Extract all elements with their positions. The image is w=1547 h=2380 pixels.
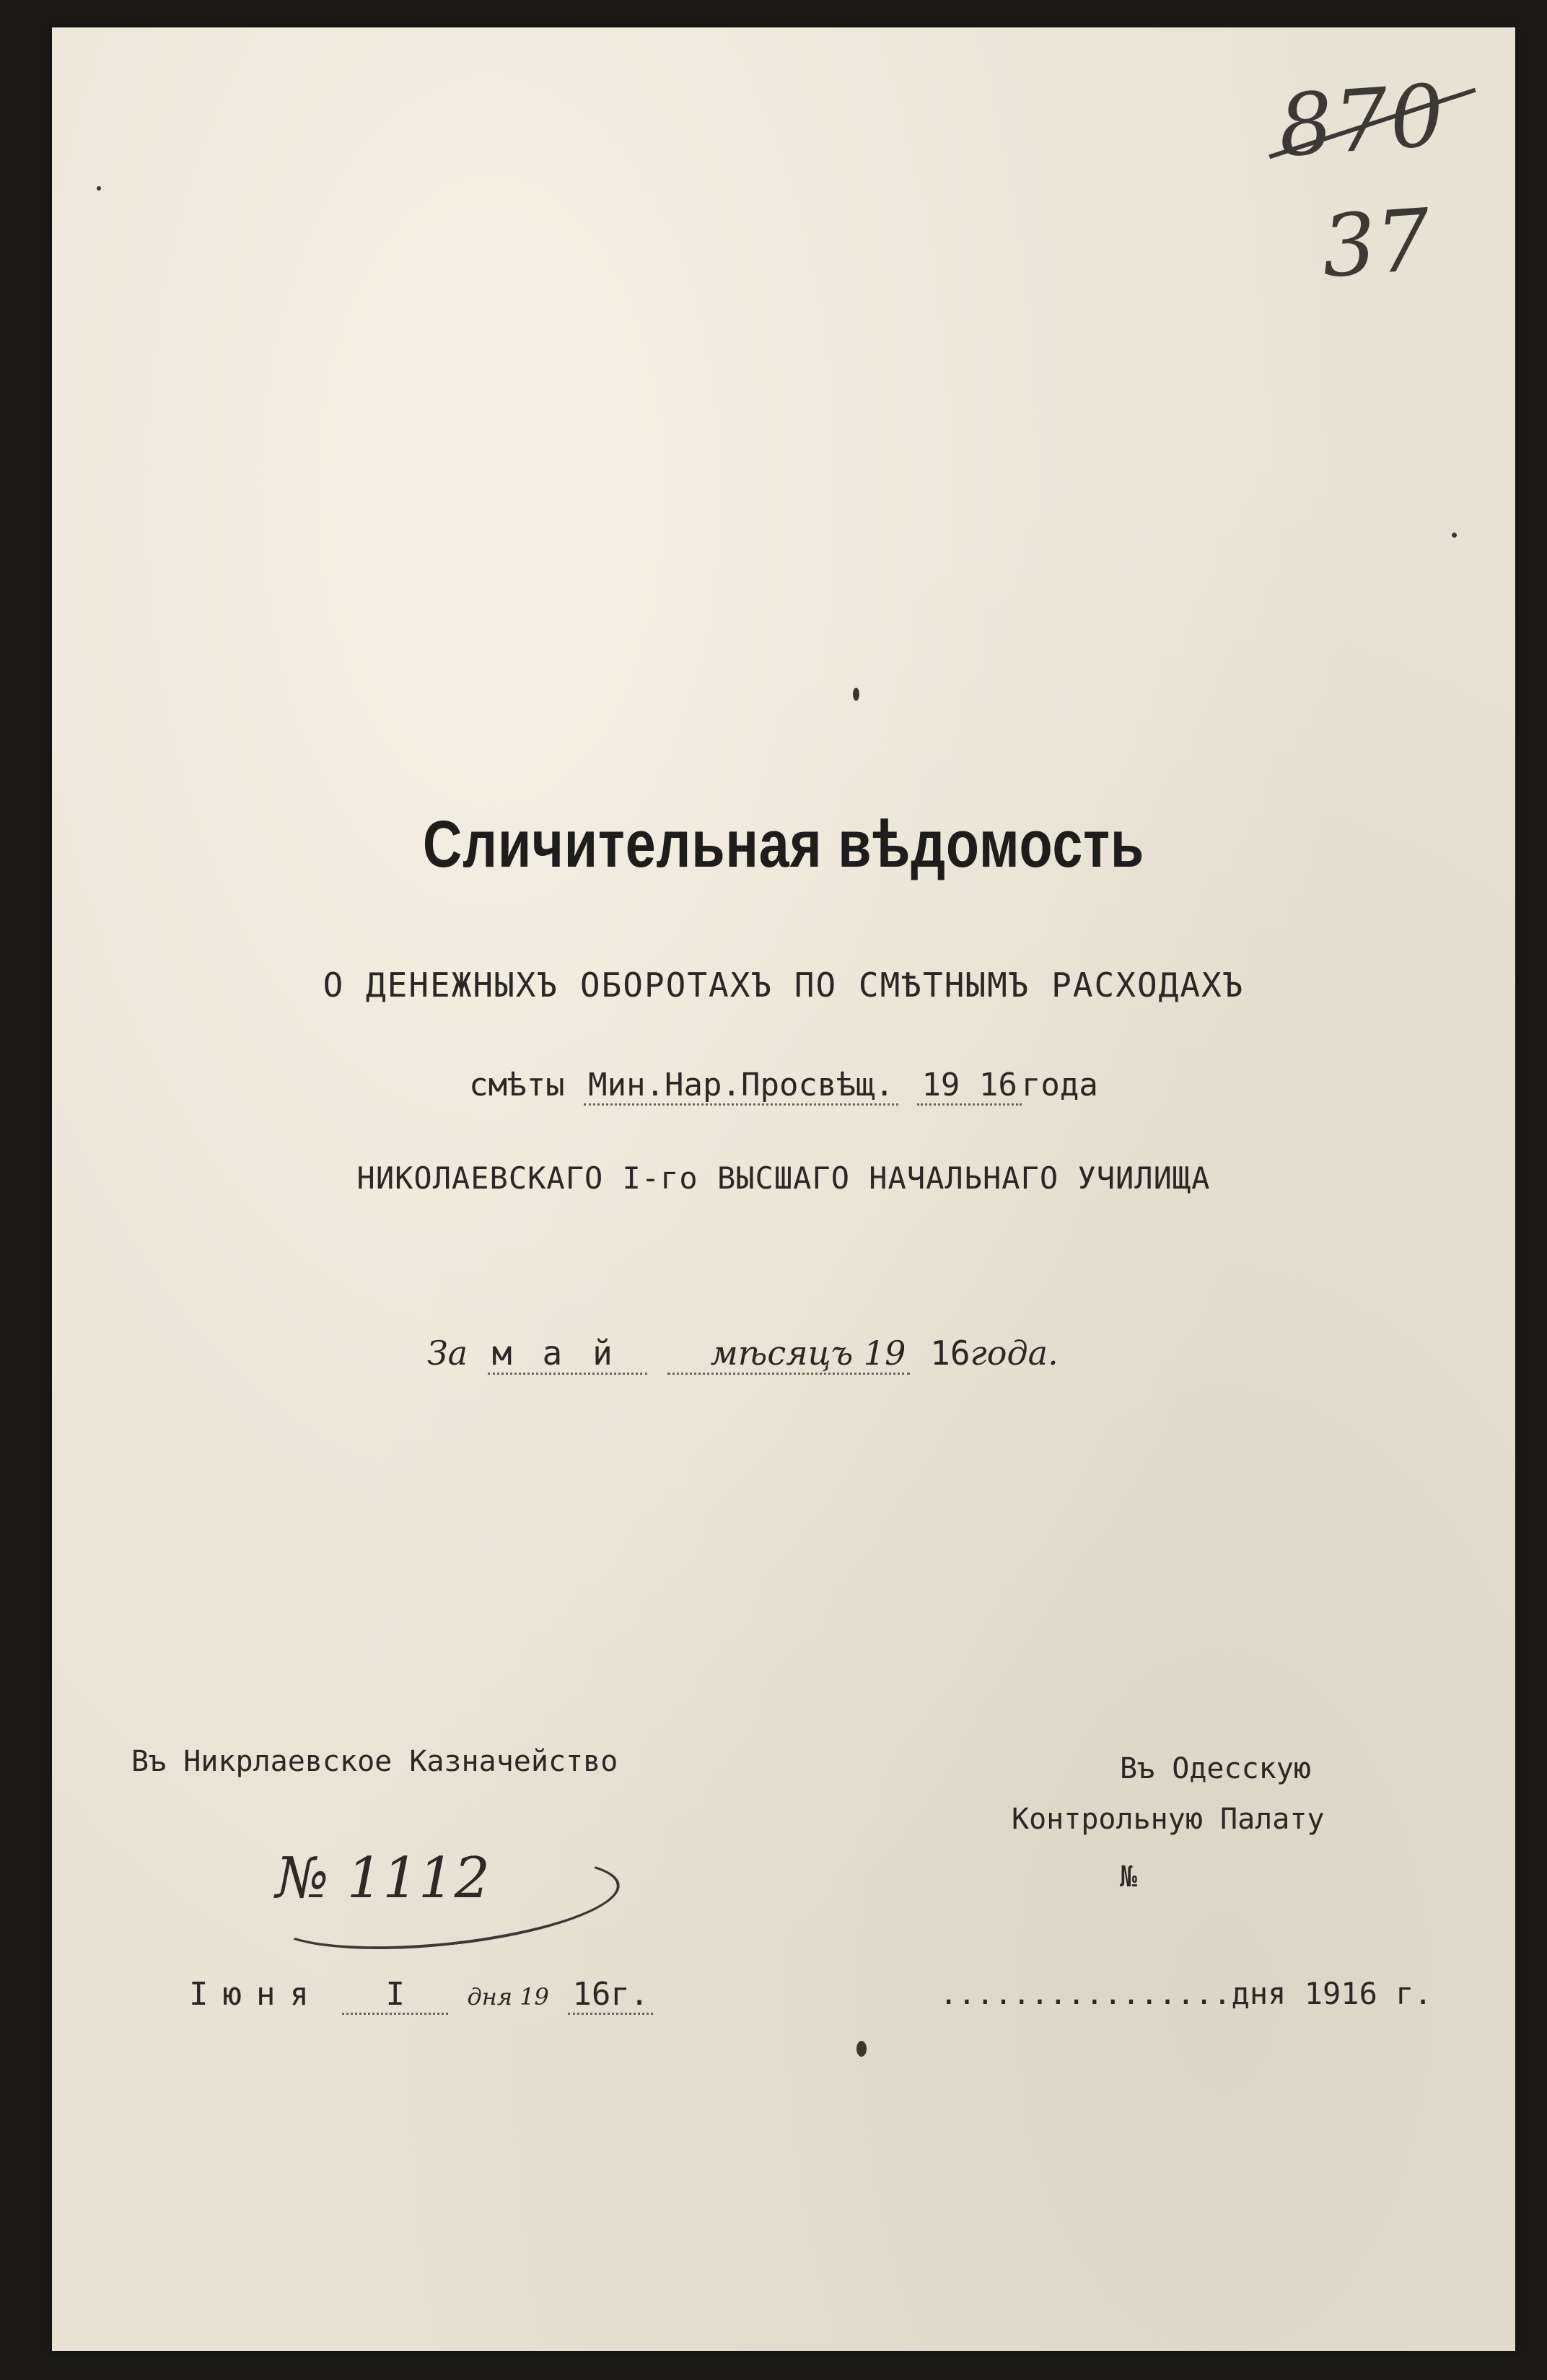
ink-speck bbox=[853, 688, 859, 701]
estimate-prefix: смѣты bbox=[469, 1067, 565, 1103]
date-right-text: дня 1916 г. bbox=[1231, 1976, 1432, 2011]
date-left-label: дня 19 bbox=[467, 1983, 549, 2011]
document-subtitle: О ДЕНЕЖНЫХЪ ОБОРОТАХЪ ПО СМѢТНЫМЪ РАСХОДАХЪ bbox=[323, 966, 1245, 1005]
control-chamber-line2: Контрольную Палату bbox=[1012, 1803, 1325, 1836]
document-page bbox=[52, 27, 1515, 2351]
estimate-suffix: года bbox=[1021, 1067, 1098, 1103]
control-chamber-line1: Въ Одесскую bbox=[1120, 1752, 1311, 1785]
date-right-blank: ................ bbox=[939, 1976, 1232, 2011]
control-chamber-number: № bbox=[1120, 1860, 1138, 1894]
outgoing-number: № 1112 bbox=[276, 1846, 491, 1911]
estimate-year: 19 16 bbox=[917, 1067, 1021, 1106]
archive-number-crossed: 870 bbox=[1275, 65, 1449, 176]
archive-number: 37 bbox=[1318, 189, 1434, 297]
date-left-day: I bbox=[342, 1976, 448, 2015]
estimate-line bbox=[52, 1067, 1515, 1106]
ink-speck bbox=[856, 2041, 867, 2057]
period-suffix: года. bbox=[970, 1334, 1059, 1373]
date-left-month: Iюня bbox=[189, 1976, 323, 2013]
date-right bbox=[939, 1976, 1432, 2011]
date-left bbox=[189, 1976, 653, 2015]
estimate-ministry: Мин.Нар.Просвѣщ. bbox=[584, 1067, 898, 1106]
period-year-digits: 16 bbox=[930, 1334, 970, 1373]
date-left-year: 16г. bbox=[568, 1976, 653, 2015]
treasury-addressee: Въ Никрлаевское Казначейство bbox=[131, 1745, 618, 1778]
period-month: май bbox=[488, 1334, 647, 1375]
document-title: Сличительная вѣдомость bbox=[422, 808, 1145, 881]
period-month-word: мѣсяцъ 19 bbox=[667, 1334, 911, 1375]
period-prefix: За bbox=[427, 1334, 468, 1373]
ink-speck bbox=[1452, 533, 1457, 538]
institution-name: НИКОЛАЕВСКАГО I-го ВЫСШАГО НАЧАЛЬНАГО УЧИЛИЩА bbox=[356, 1160, 1211, 1196]
period-line bbox=[427, 1334, 1059, 1375]
ink-speck bbox=[97, 186, 101, 191]
